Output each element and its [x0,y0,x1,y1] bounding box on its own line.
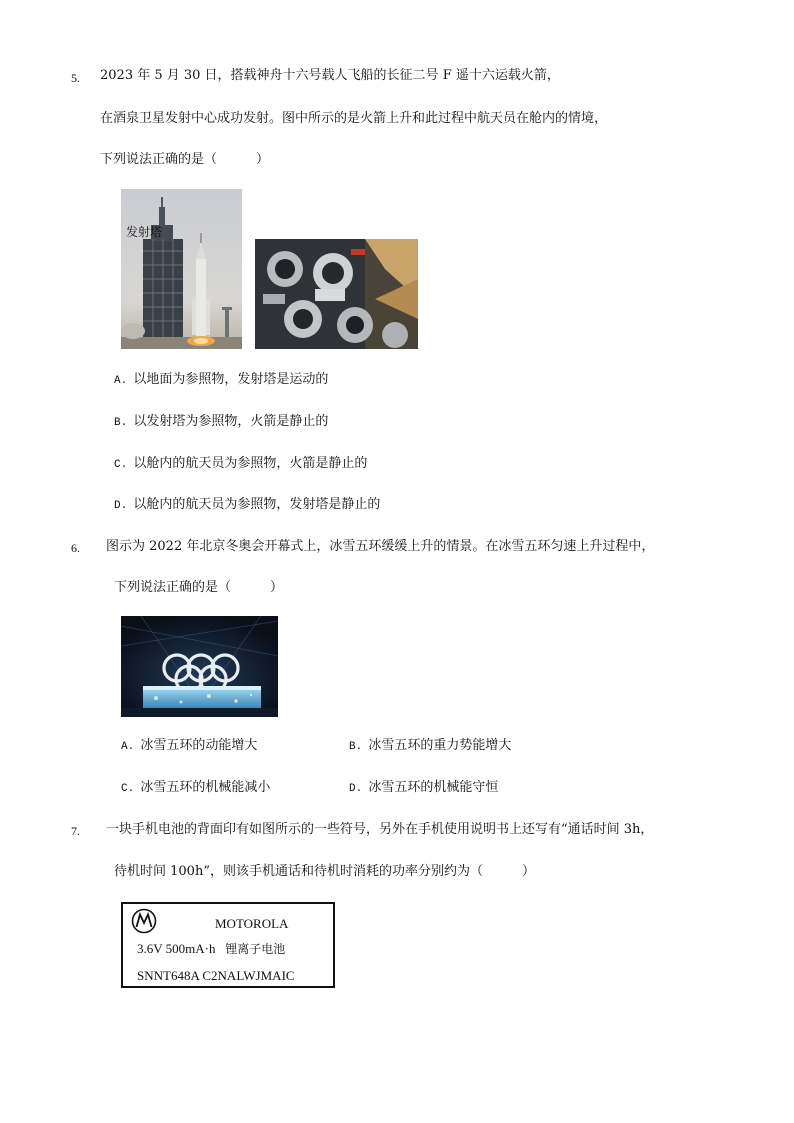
option-text: 以舱内的航天员为参照物，发射塔是静止的 [133,497,381,512]
question-6-option-a [121,737,257,756]
question-5-option-c [114,455,367,474]
question-6-number: 6. [71,541,80,555]
option-text: 以发射塔为参照物，火箭是静止的 [133,414,329,429]
question-6-stem-line-1: 图示为 2022 年北京冬奥会开幕式上，冰雪五环缓缓上升的情景。在冰雪五环匀速上升过程中， [106,539,655,554]
question-7-stem-line-2: 待机时间 100h”，则该手机通话和待机时消耗的功率分别约为（ ） [114,864,535,879]
question-7-stem-line-1: 一块手机电池的背面印有如图所示的一些符号，另外在手机使用说明书上还写有“通话时间 3h， [106,822,654,837]
option-text: 冰雪五环的机械能减小 [140,780,271,795]
question-5-option-a [114,371,328,390]
astronauts-cabin-photo [255,239,418,349]
battery-specs [137,940,285,957]
option-letter: C. [114,459,128,471]
question-5-number: 5. [71,71,80,85]
option-letter: A. [121,741,135,753]
question-6-option-b [349,737,511,756]
option-letter: D. [114,500,128,512]
battery-voltage-capacity: 3.6V 500mA·h [137,941,216,956]
option-letter: C. [121,783,135,795]
option-letter: A. [114,375,128,387]
battery-code: SNNT648A C2NALWJMAIC [137,968,295,983]
option-text: 以舱内的航天员为参照物，火箭是静止的 [133,456,368,471]
motorola-logo-icon [131,908,157,934]
option-letter: D. [349,783,363,795]
question-5-stem-line-1: 2023 年 5 月 30 日，搭载神舟十六号载人飞船的长征二号 F 遥十六运载火箭， [100,68,560,83]
battery-label-figure [121,902,335,988]
option-text: 冰雪五环的重力势能增大 [368,738,512,753]
question-6-stem-line-2: 下列说法正确的是（ ） [114,580,284,595]
option-text: 冰雪五环的动能增大 [140,738,258,753]
question-5-option-b [114,413,328,432]
question-5-stem-line-2: 在酒泉卫星发射中心成功发射。图中所示的是火箭上升和此过程中航天员在舱内的情境， [100,111,608,126]
battery-brand: MOTOROLA [215,916,289,931]
battery-type: 锂离子电池 [225,942,286,956]
option-letter: B. [349,741,363,753]
question-7-number: 7. [71,824,80,838]
option-text: 冰雪五环的机械能守恒 [368,780,499,795]
olympic-rings-photo [121,616,278,717]
question-5-stem-line-3: 下列说法正确的是（ ） [100,152,270,167]
option-text: 以地面为参照物，发射塔是运动的 [133,372,329,387]
rocket-launch-photo [121,189,242,349]
question-5-option-d [114,496,380,515]
launch-tower-label: 发射塔 [126,225,163,239]
question-6-option-d [349,779,498,798]
option-letter: B. [114,417,128,429]
question-6-option-c [121,779,270,798]
